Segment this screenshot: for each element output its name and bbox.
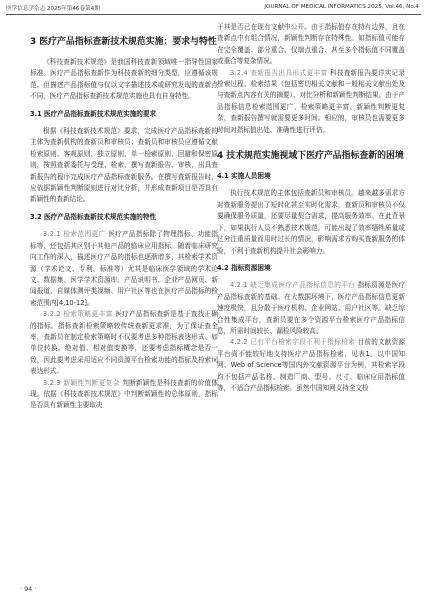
subsection-heading: 3.1 医疗产品指标查新技术规范实施的要求 [30, 109, 157, 118]
paragraph-text: 医疗产品指标查新是基于查找正确的指标。指标查新检索策略较传统查新更求准，为了保证查全率，查新员在制定检索策略时不仅要考虑多种指标表达形式、如单位转换、绝对值、相对值变换等，还要考虑指标概念是否一致，因此要考虑采用适应不同资源平台检索功能的指标及检索词表达形式。 [30, 310, 218, 376]
subsubsection-lead: 3.2.4 查新报告出具形式更丰富 [230, 68, 328, 77]
body-paragraph [217, 68, 405, 136]
paragraph-text: 于其是否已在现有文献中公开。由于指标值存在特有边界，且在查新点中有组合情况，新颖性判断存在特殊性。如指标值可能存在完全覆盖、部分重合、仅端点重合、甚至多个指标值不同覆盖或重合等复杂情况。 [217, 23, 405, 66]
journal-name-en: JOURNAL OF MEDICAL INFORMATICS 2025, Vol.46, No.4 [264, 4, 419, 10]
body-paragraph [217, 337, 405, 394]
running-header [0, 0, 427, 17]
subsubsection-lead: 4.2.2 已有平台检索字段不利于指标检索 [230, 338, 356, 347]
subsubsection-lead: 3.2.2 检索策略更丰富 [43, 310, 113, 319]
subsection-heading: 3.2 医疗产品指标查新技术规范实施的特性 [30, 212, 157, 221]
paragraph-text: 根据《科技查新技术规范》要求，完成医疗产品指标查新的主体为查新机构的查新员和审核员；查新员和审核员应遵循文献检索原则、客观原则、独立原则、单一检索原则、回避和保密原则，按照查新委托与受理、检索、撰写查新报告、审核、出具查新报告的程序完成医疗产品指标查新服务。在撰写查新报告时，应依据新颖性判断原则进行对比分析，并形成查新项目是否具有新颖性的查新结论。 [30, 127, 218, 204]
journal-name-cn: 医学信息学杂志 2025年第46卷第4期 [6, 6, 100, 12]
paragraph-text: 判断新颖性是科技查新的价值体现。依据《科技查新技术规范》中判断新颖性的总体原则，指标是否具有新颖性主要取决 [30, 378, 218, 410]
body-paragraph [217, 280, 405, 337]
body-paragraph [30, 309, 218, 377]
body-paragraph [30, 126, 218, 206]
paragraph-text: 指标资源是医疗产品指标查新的基础。在大数据环境下，医疗产品指标信息更新速度极快，且分散于医疗机构、企业网站、用户社区等。缺乏综合性集成平台，查新员要在多个资源平台检索医疗产品指标信息，所需时间较长、漏检风险较高。 [217, 281, 406, 335]
paragraph-text: 《科技查新技术规范》是我国科技查新领域唯一指导性国家标准。医疗产品指标查新作为科技查新的细分类型，应遵循该规范。但描述产品指标值与仅以文字描述技术或研究发现的查新点不同，医疗产品指标查新技术规范实施也具有自身特性。 [30, 58, 218, 101]
paragraph-text: 医疗产品指标除了物理指标、功能指标等，还包括其区别于其他产品的临床应用指标。随着临床研究向工作的深入，描述医疗产品的指标也逐渐增多，其检索学术资源（学术论文、专利、标准等）尤其是临床医学领域的学术论文、数据集、医学学术资源库、产品说明书、企业产品网页、新闻报道、自媒体测评类视频、用户社区等也在医疗产品指标的检索范围内[4,10-12]。 [30, 230, 218, 307]
body-paragraph [217, 22, 405, 68]
subsection-heading: 4.1 实施人员困境 [217, 172, 271, 181]
right-column [217, 22, 405, 394]
subsubsection-lead: 3.2.1 检索范围更广 [43, 230, 106, 239]
subsection-heading: 4.2 指标资源困境 [217, 263, 271, 272]
paragraph-text: 科技查新报告要详实记录检索过程、检索结果（包括密切相关文献和一般相关文献出处及与查新点内容有关的摘要）、对比分析和新颖性判断结果。由于产品指标信息检索范围更广、检索策略更丰富、新颖性判断更复杂，查新报告撰写就需要更多时间。相应的，审核员也需要更多时间对指标值出处、准确性进行评估。 [217, 68, 405, 134]
body-paragraph [30, 57, 218, 103]
subsubsection-lead: 4.2.1 缺乏集成医疗产品指标信息的平台 [230, 281, 356, 290]
body-paragraph [30, 229, 218, 309]
paragraph-text: 目前的文献资源平台尚不能较好地支持医疗产品指标检索，见表1。以中国知网、Web of Science等国内外文献资源平台为例，其检索字段均不包括产品名称、制造厂商、型号、尺寸、临床应用指标值等，不适合产品指标检索。虽然中国知网支持全文检 [217, 338, 406, 392]
body-paragraph [30, 378, 218, 412]
left-column [30, 22, 218, 412]
section-spacer [30, 22, 218, 34]
subsubsection-lead: 3.2.3 新颖性判断更复杂 [43, 378, 120, 387]
section-heading: 3 医疗产品指标查新技术规范实施：要求与特性 [30, 37, 217, 47]
page-number: · 94 · [20, 585, 37, 593]
section-spacer [217, 136, 405, 148]
section-heading: 4 技术规范实施视域下医疗产品指标查新的困境 [217, 151, 404, 162]
header-rule [6, 14, 421, 15]
paragraph-text: 执行技术规范的主体包括查新员和审核员。越来越多需求方对查新服务提出了短时化甚至实时化需求，查新员和审核员不仅要确保服务质量，还要尽量契合需求，提高服务效率。在此背景下，如果执行人员不熟悉技术规范，可能出现了效率牺牲质量或过分注重质量而用时过长的情况，影响需求方购买查新服务的体验，不利于查新机构提升社会影响力。 [217, 189, 405, 255]
body-paragraph [217, 188, 405, 256]
